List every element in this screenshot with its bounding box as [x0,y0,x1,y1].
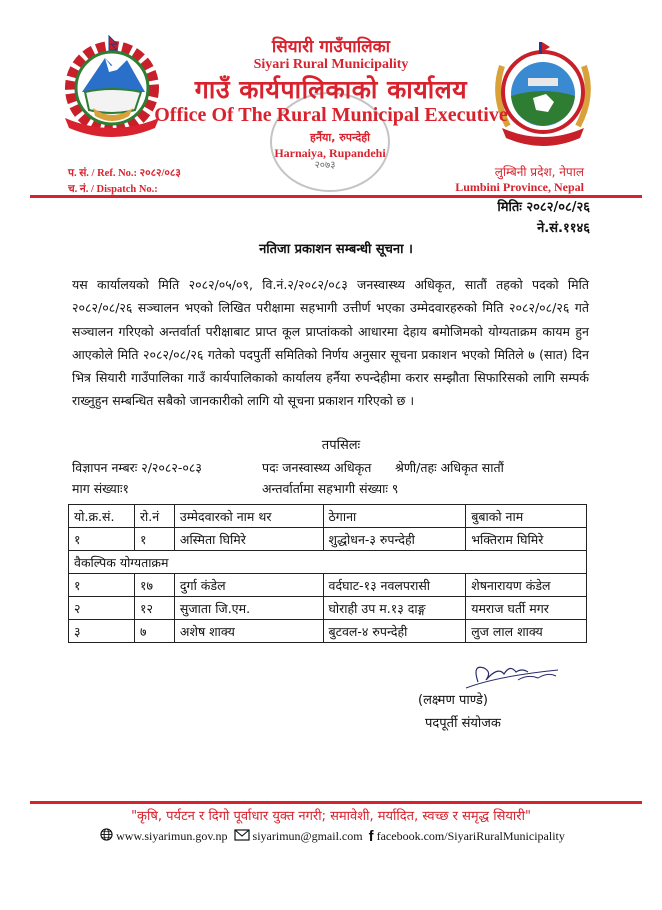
table-row [69,620,587,643]
municipality-name-np: सियारी गाउँपालिका [271,37,391,57]
location-en: Harnaiya, Rupandehi [274,146,386,160]
cell-serial: २ [69,597,135,620]
facebook-icon: f [368,828,374,845]
cell-serial: ३ [69,620,135,643]
notice-date: मितिः २०८२/०८/२६ [497,200,590,215]
signatory-title: पदपूर्ती संयोजक [425,716,501,731]
cell-name: सुजाता जि.एम. [174,597,323,620]
cell-father: यमराज घर्ती मगर [466,597,587,620]
post-name: पदः जनस्वास्थ्य अधिकृत [262,460,372,475]
table-row [69,597,587,620]
notice-body: यस कार्यालयको मिति २०८२/०५/०९, वि.नं.२/२०८२/०८३ जनस्वास्थ्य अधिकृत, सातौं तहको पदको मिति २०८२/०८/२६ सञ्चालन भएको लिखित परीक्षामा सहभागी उत्तीर्ण भएका उम्मेदवारहरुको मिति २०८२/०८/२६ गते सञ्चालन गरिएको अन्तर्वार्ता परीक्षाबाट प्राप्त कूल प्राप्तांकको आधारमा देहाय बमोजिमको योग्यताक्रम कायम हुन आएकोले मिति २०८२/०८/२६ गतेको पदपुर्ती समितिको निर्णय अनुसार सूचना प्रकाशन भएको मितिले ७ (सात) दिन भित्र सियारी गाउँपालिका गाउँ कार्यपालिकाको कार्यालय हर्नैया रुपन्देहीमा करार सम्झौता सिफारिसको लागि सम्पर्क राख्नुहुन सम्बन्धित सबैको जानकारीको लागि यो सूचना प्रकाशन गरिएको छ । [72,277,589,409]
cell-serial: १ [69,528,135,551]
header-father: बुबाको नाम [466,505,587,528]
cell-address: घोराही उप म.१३ दाङ्ग [323,597,466,620]
header-address: ठेगाना [323,505,466,528]
header-roll: रो.नं [134,505,174,528]
signature-scribble [458,660,568,690]
cell-address: शुद्धोधन-३ रुपन्देही [323,528,466,551]
dispatch-number: च. नं. / Dispatch No.: [68,184,158,195]
cell-address: बुटवल-४ रुपन्देही [323,620,466,643]
reference-number: प. सं. / Ref. No.: २०८२/०८३ [68,168,181,179]
location-np: हर्नैया, रुपन्देही [310,131,370,144]
email-link[interactable]: siyarimun@gmail.com [252,829,363,843]
office-name-en: Office Of The Rural Municipal Executive [154,104,508,126]
website-link[interactable]: www.siyarimun.gov.np [116,829,228,843]
mail-icon [234,829,250,845]
details-heading: तपसिलः [321,438,361,453]
office-name-np: गाउँ कार्यपालिकाको कार्यालय [194,75,468,104]
table-header-row [69,505,587,528]
header-serial: यो.क्र.सं. [69,505,135,528]
cell-roll: ७ [134,620,174,643]
footer-divider [30,801,642,804]
notice-subject: नतिजा प्रकाशन सम्बन्धी सूचना । [259,242,413,257]
stamp-year: २०७३ [314,160,336,171]
alternate-section-row [69,551,587,574]
cell-name: अशेष शाक्य [174,620,323,643]
header-name: उम्मेदवारको नाम थर [174,505,323,528]
results-table [68,504,587,643]
interview-count: अन्तर्वार्तामा सहभागी संख्याः ९ [262,481,399,496]
cell-serial: १ [69,574,135,597]
cell-roll: १२ [134,597,174,620]
table-row [69,574,587,597]
cell-roll: १७ [134,574,174,597]
cell-father: शेषनारायण कंडेल [466,574,587,597]
cell-name: अस्मिता घिमिरे [174,528,323,551]
alternate-label: वैकल्पिक योग्यताक्रम [69,551,587,574]
table-row [69,528,587,551]
signatory-name: (लक्ष्मण पाण्डे) [418,693,488,708]
post-level: श्रेणी/तहः अधिकृत सातौं [395,460,504,475]
municipality-name-en: Siyari Rural Municipality [253,57,409,72]
cell-roll: १ [134,528,174,551]
register-number: ने.सं.११४६ [537,221,590,236]
province-en: Lumbini Province, Nepal [455,180,584,194]
footer-motto: "कृषि, पर्यटन र दिगो पूर्वाधार युक्त नगरी; समावेशी, मर्यादित, स्वच्छ र समृद्ध सियारी" [131,809,531,824]
globe-icon [100,828,113,845]
cell-father: भक्तिराम घिमिरे [466,528,587,551]
cell-father: लुज लाल शाक्य [466,620,587,643]
demand-count: माग संख्याः१ [72,481,129,496]
province-np: लुम्बिनी प्रदेश, नेपाल [494,165,584,179]
footer-contact [0,828,662,845]
cell-name: दुर्गा कंडेल [174,574,323,597]
facebook-link[interactable]: facebook.com/SiyariRuralMunicipality [376,829,565,843]
advertisement-number: विज्ञापन नम्बरः २/२०८२-०८३ [72,460,202,475]
cell-address: वर्दघाट-१३ नवलपरासी [323,574,466,597]
